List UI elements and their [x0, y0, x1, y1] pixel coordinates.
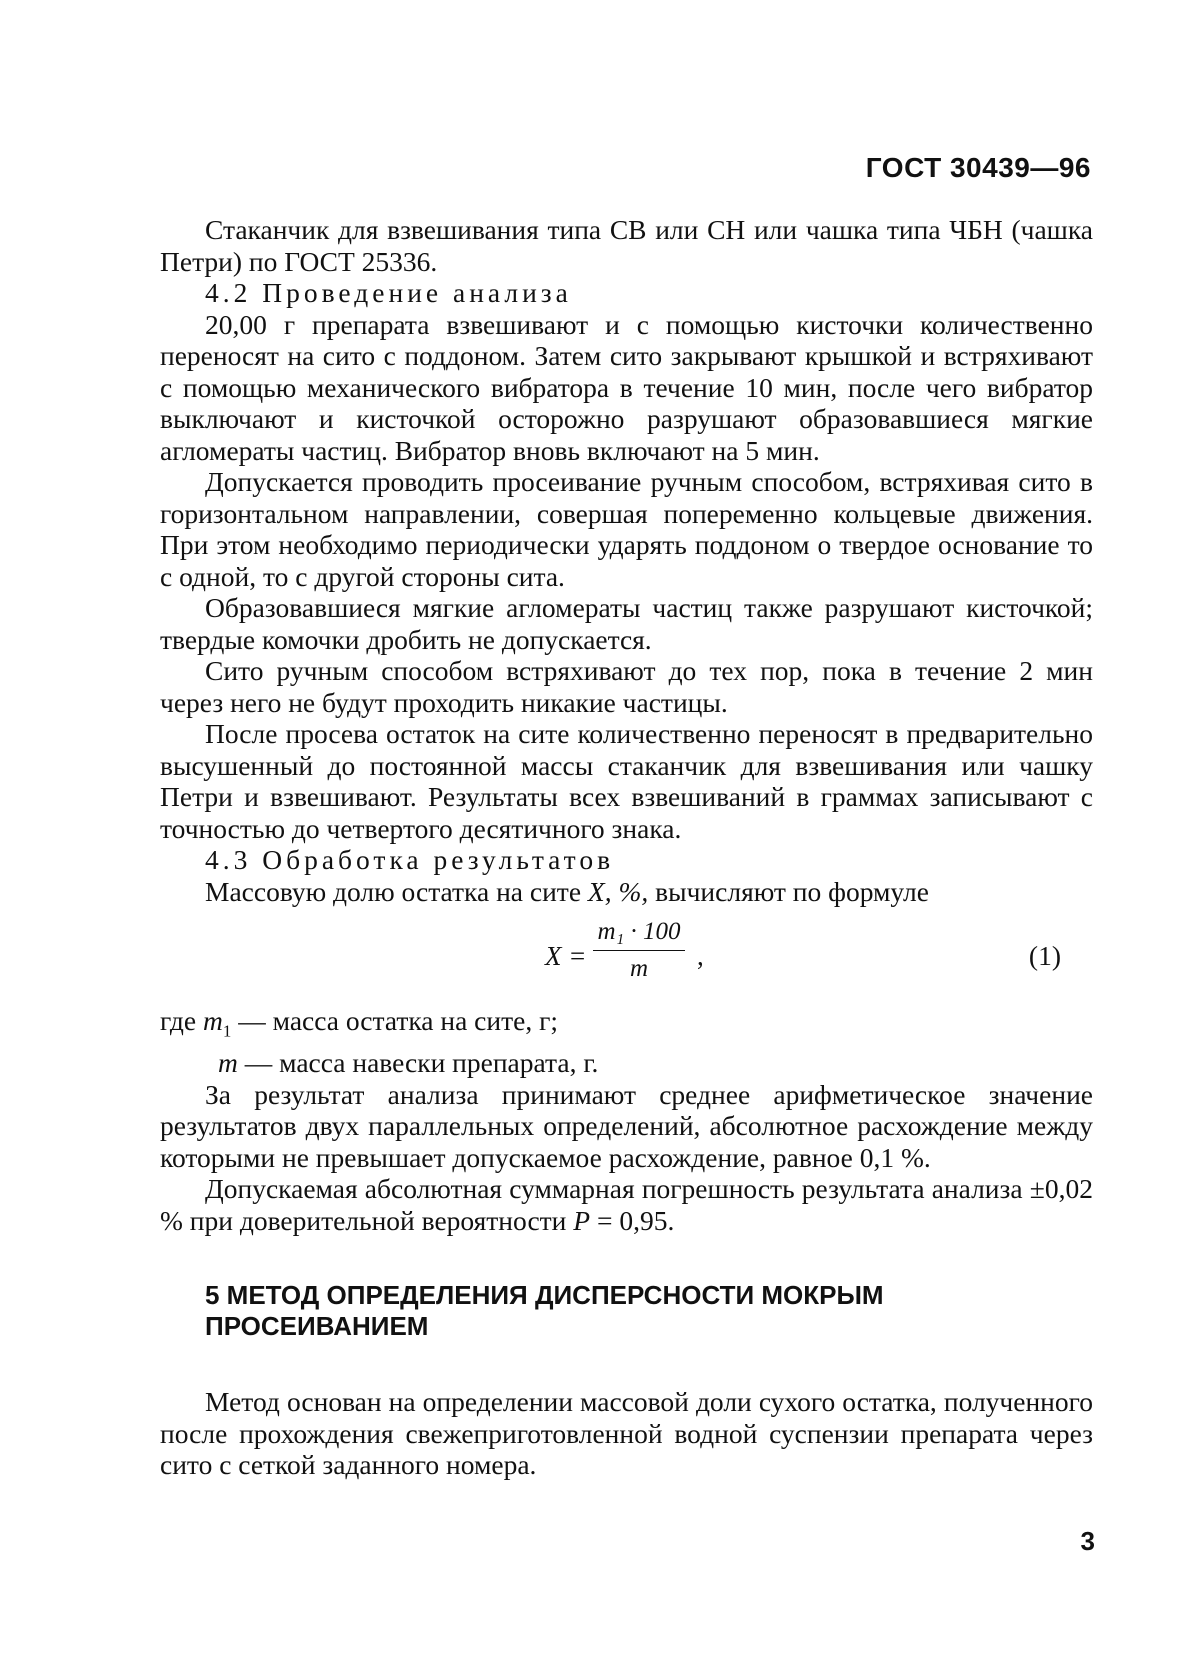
- definition-m1: [160, 1005, 1093, 1047]
- definition-m1-sub: 1: [222, 1021, 232, 1041]
- formula-lhs: X =: [545, 941, 587, 971]
- formula-block: [160, 913, 1093, 1001]
- paragraph-formula-intro: [160, 876, 1093, 908]
- section-5-title-line1: 5 МЕТОД ОПРЕДЕЛЕНИЯ ДИСПЕРСНОСТИ МОКРЫМ: [205, 1280, 884, 1310]
- formula-intro-variable: X, %,: [587, 875, 649, 907]
- formula-comma: ,: [697, 941, 704, 971]
- definition-where: где: [160, 1005, 203, 1036]
- definition-m-text: — масса навески препарата, г.: [237, 1047, 599, 1078]
- paragraph-result-mean: За результат анализа принимают среднее арифметическое значение результатов двух параллельных определений, абсолютное расхождение между которыми не превышает допускаемое расхождение, равное 0,1 %.: [160, 1078, 1093, 1173]
- definition-m-var: m: [218, 1047, 238, 1078]
- paragraph-shaking-duration: Сито ручным способом встряхивают до тех пор, пока в течение 2 мин через него не будут проходить никакие частицы.: [160, 655, 1093, 718]
- section-5-title: [160, 1280, 1093, 1342]
- paragraph-analysis-procedure: 20,00 г препарата взвешивают и с помощью кисточки количественно переносят на сито с поддоном. Затем сито закрывают крышкой и встряхивают с помощью механического вибратора в течение 10 мин, после чего вибратор выключают и кисточкой осторожно разрушают образовавшиеся мягкие агломераты частиц. Вибратор вновь включают на 5 мин.: [160, 308, 1093, 466]
- paragraph-error: [160, 1173, 1093, 1236]
- paragraph-manual-sieving: Допускается проводить просеивание ручным способом, встряхивая сито в горизонтальном направлении, совершая попеременно кольцевые движения. При этом необходимо периодически ударять поддоном о твердое основание то с одной, то с другой стороны сита.: [160, 466, 1093, 592]
- definition-m1-var: m: [202, 1005, 223, 1036]
- section-5-title-line2: ПРОСЕИВАНИЕМ: [205, 1311, 429, 1341]
- formula-intro-text: Массовую долю остатка на сите: [205, 875, 588, 907]
- formula-number: (1): [1028, 940, 1061, 971]
- subsection-4-2-title: 4.2 Проведение анализа: [205, 277, 572, 308]
- formula-denominator: m: [629, 955, 649, 982]
- error-variable: P: [573, 1204, 591, 1236]
- subsection-4-3-title: 4.3 Обработка результатов: [205, 844, 615, 875]
- standard-header: ГОСТ 30439—96: [865, 152, 1091, 183]
- formula-fraction: [593, 917, 685, 984]
- error-value: = 0,95.: [590, 1204, 675, 1236]
- paragraph-method-basis: Метод основан на определении массовой доли сухого остатка, полученного после прохождения свежеприготовленной водной суспензии препарата через сито с сеткой заданного номера.: [160, 1386, 1093, 1480]
- paragraph-equipment: Стаканчик для взвешивания типа СВ или СН или чашка типа ЧБН (чашка Петри) по ГОСТ 25336.: [160, 214, 1093, 277]
- paragraph-agglomerates: Образовавшиеся мягкие агломераты частиц также разрушают кисточкой; твердые комочки дробить не допускается.: [160, 592, 1093, 655]
- document-body: [160, 214, 1093, 1481]
- page-number: 3: [1080, 1526, 1095, 1556]
- definition-m1-text: — масса остатка на сите, г;: [231, 1005, 559, 1036]
- fraction-bar: [593, 950, 685, 951]
- error-text: Допускаемая абсолютная суммарная погрешность результата анализа ±0,02 % при доверительной вероятности: [160, 1173, 1093, 1236]
- formula-intro-tail: вычисляют по формуле: [648, 875, 929, 907]
- definition-m: [160, 1047, 1093, 1079]
- paragraph-weighing: После просева остаток на сите количественно переносят в предварительно высушенный до постоянной массы стаканчик для взвешивания или чашку Петри и взвешивают. Результаты всех взвешиваний в граммах записывают с точностью до четвертого десятичного знака.: [160, 718, 1093, 844]
- formula-numerator: m₁ · 100: [597, 918, 681, 945]
